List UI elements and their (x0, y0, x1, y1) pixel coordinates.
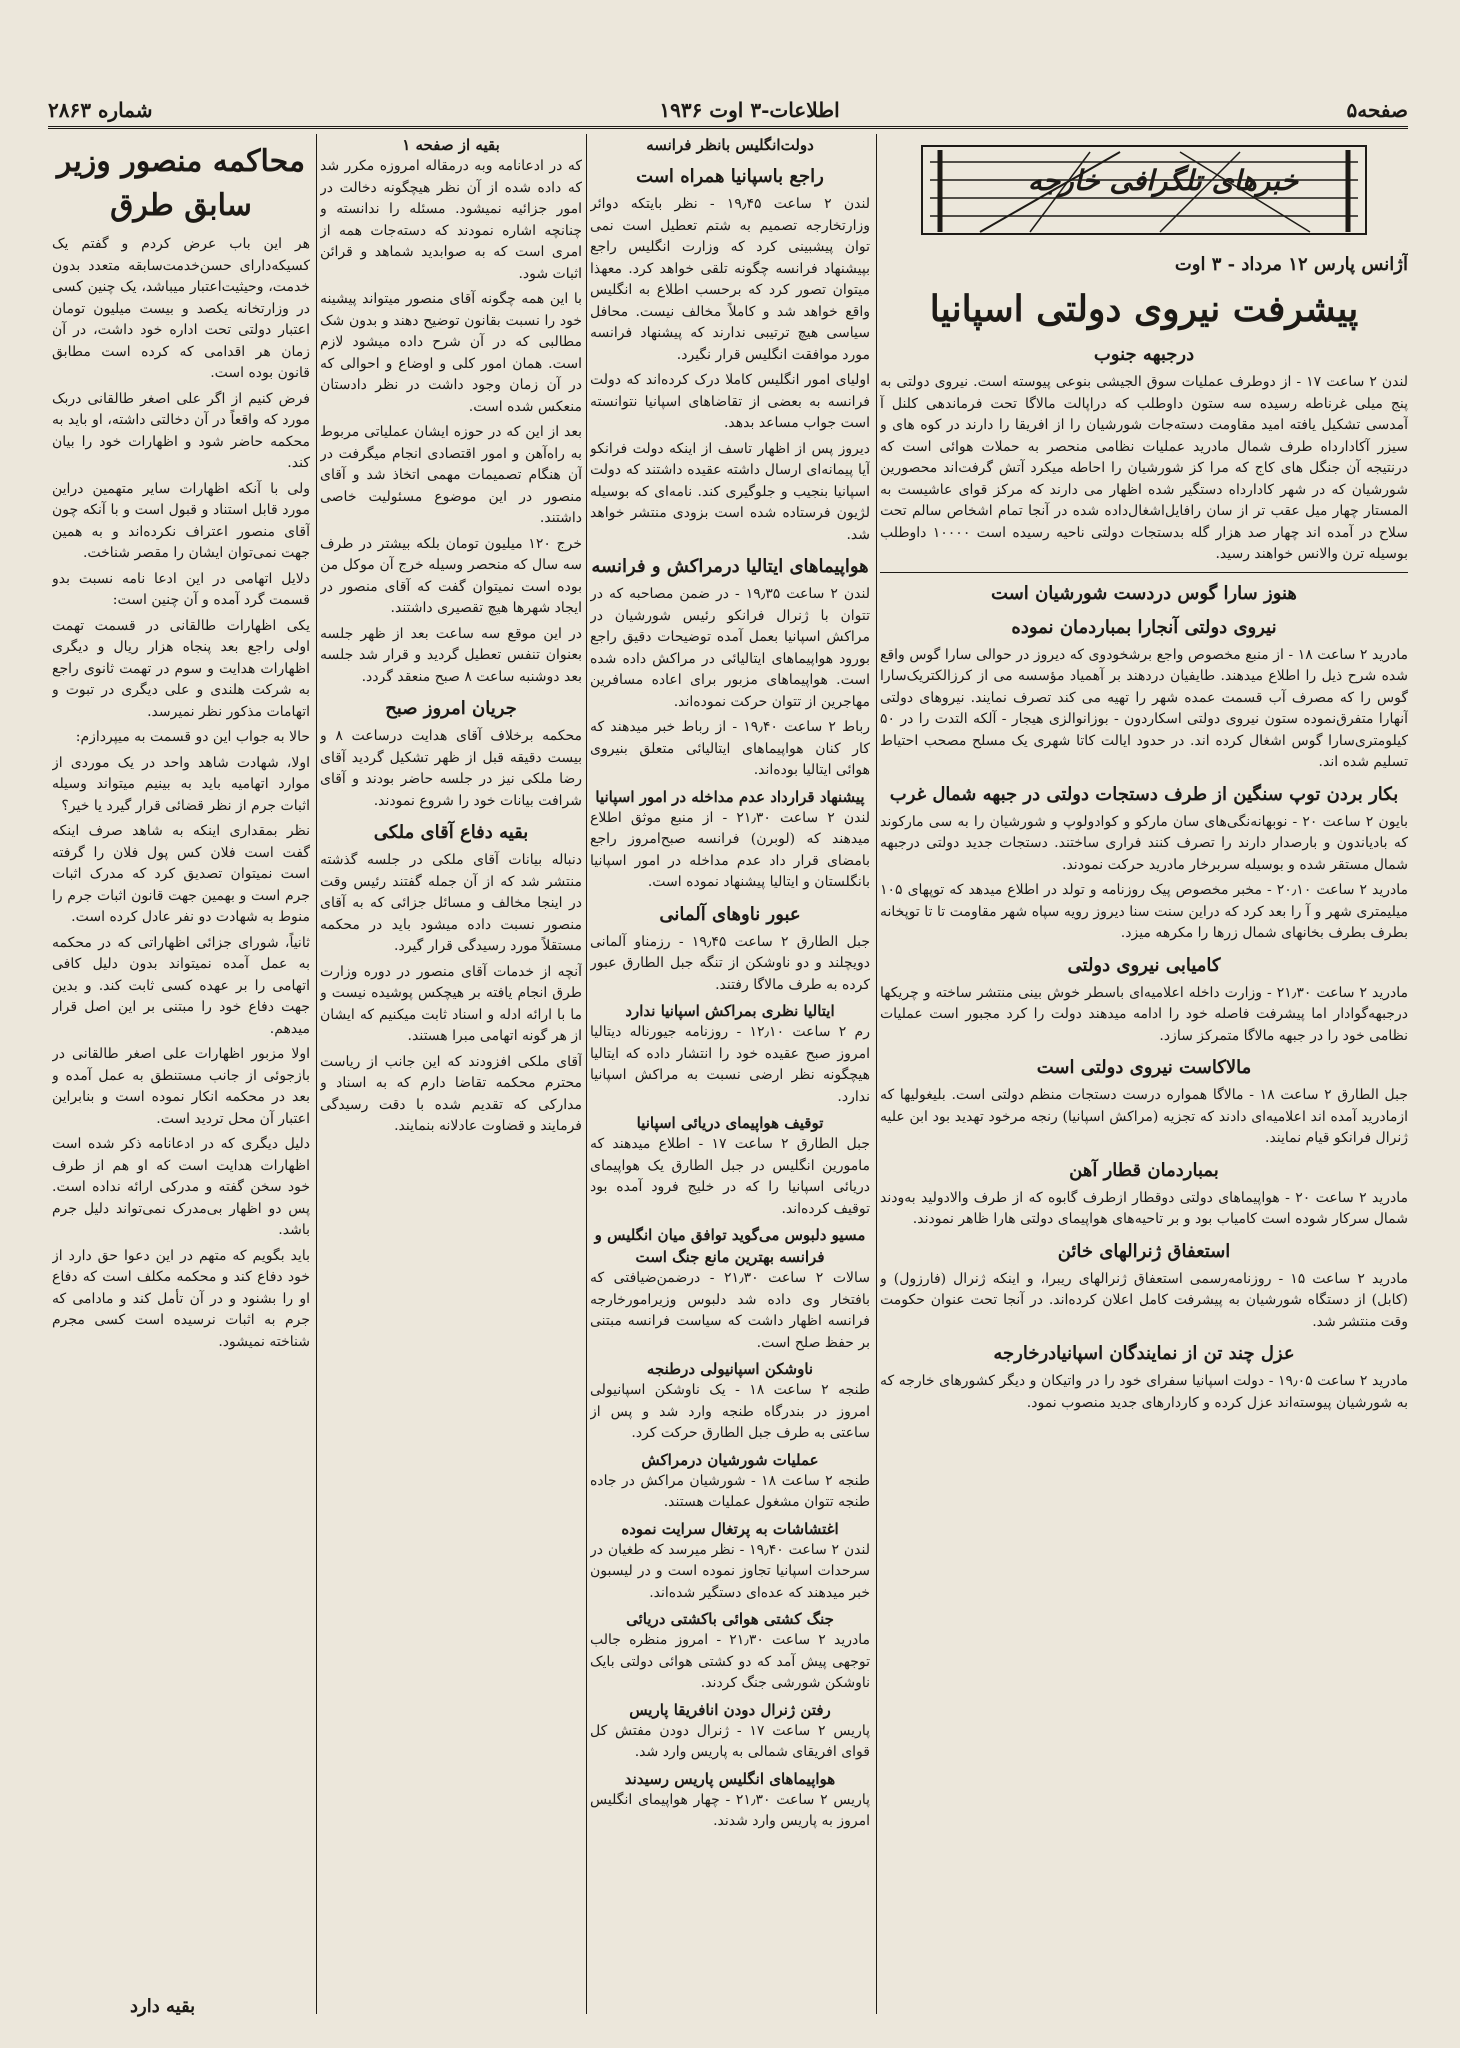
article-paragraph: آقای ملکی افزودند که این جانب از ریاست محترم محکمه تقاضا دارم که به اسناد و مدارکی که تقدیم شده با دقت رسیدگی فرمایند و قضاوت عادلانه بنمایند. (320, 1053, 582, 1134)
subheading: رفتن ژنرال دودن انافریقا پاریس (629, 1700, 831, 1719)
column-divider (586, 134, 587, 2014)
subheading: ایتالیا نظری بمراکش اسپانیا ندارد (625, 1002, 835, 1020)
article-paragraph: نظر بمقداری اینکه به شاهد صرف اینکه گفت است فلان کس پول فلان را گرفته است نمیتوان تصدیق کرد که مدرک اثبات جرم است و بهمین جهت قانون اثبات جرم را منوط به شهادت دو نفر عادل کرده است. (52, 823, 310, 925)
subheading: توقیف هواپیمای دریائی اسپانیا (636, 1114, 824, 1132)
article-paragraph: با این همه چگونه آقای منصور میتواند پیشینه خود را نسبت بقانون توضیح دهند و بدون شک مطالبی که در آن شرح داده میشود لازم است. همان امور کلی و اوضاع و احوالی که در آن زمان وجود داشت در نظر دادستان منعکس شده است. (320, 291, 582, 415)
article-paragraph: مادرید ۲ ساعت ۲۱٫۳۰ - امروز منظره جالب توجهی پیش آمد که دو کشتی هوائی دولتی بایک ناوشکن شورشی جنگ کردند. (590, 1632, 870, 1691)
subheading: عملیات شورشیان درمراکش (641, 1450, 819, 1469)
article-paragraph: لندن ۲ ساعت ۱۹٫۴۰ - نظر میرسد که طغیان در سرحدات اسپانیا تجاوز نموده است و در لیسبون خبر میدهند که عده‌ای دستگیر شده‌اند. (590, 1541, 870, 1601)
column-divider (316, 134, 317, 2014)
article-paragraph: فرض کنیم از اگر علی اصغر طالقانی دربک مورد که واقعاً در آن دخالتی داشته، او باید به محکمه حاضر شود و اظهارات خود را بیان کند. (52, 390, 310, 471)
article-paragraph: یکی اظهارات طالقانی در قسمت تهمت اولی راجع بعد پنجاه هزار ریال و دیگری اظهارات هدایت و سوم در تهمت ثانوی راجع به شرکت هلندی و علی دیگری در تبوت و اتهامات مذکور نظر نمیرسد. (52, 617, 310, 720)
article-paragraph: مادرید ۲ ساعت ۱۵ - روزنامه‌رسمی استعفاق ژنرالهای ریبرا، و اینکه ژنرال (فارزول) و (کابل) از دستگاه شورشیان به پیشرفت کامل اعلان کرده‌اند. در آنجا تحت عنوان حکومت وقت منتشر شد. (880, 1270, 1408, 1330)
telegrams-masthead (920, 140, 1368, 248)
subheading: نیروی دولتی آنجارا بمباردمان نموده (1011, 616, 1277, 638)
column-foreign-telegrams (880, 134, 1408, 1994)
article-paragraph: اولا مزبور اظهارات علی اصغر طالقانی در بازجوئی از جانب مستنطق به عمل آمده و بعد در محکمه انکار نموده است و بنابراین اعتبار آن محل تردید است. (52, 1046, 310, 1127)
article-paragraph: دلیل دیگری که در ادعانامه ذکر شده است اظهارات هدایت است که او هم از طرف خود سخن گفته و مدرکی ارائه نداده است. پس دو اظهار بی‌مدرک نمی‌تواند دلیل جرم باشد. (52, 1136, 310, 1238)
subheading: درجبهه جنوب (1093, 344, 1195, 365)
main-headline: پیشرفت نیروی دولتی اسپانیا (929, 288, 1359, 330)
article-title: راجع باسپانیا همراه است (636, 166, 824, 187)
article-paragraph: جبل الطارق ۲ ساعت ۱۷ - اطلاع میدهند که مامورین انگلیس در جبل الطارق یک هواپیمای دریائی اسپانیا را که در خلیج فرود آمده بود توقیف کرده‌اند. (590, 1136, 870, 1217)
article-paragraph: که در ادعانامه وبه درمقاله امروزه مکرر شد که داده شده از آن نظر هیچگونه دخالت در امور جزائیه نمیشود. مسئله را ندانسته و چنانچه اشاره نمودند که دسته‌جات همه از امری است که به صوابدید شماهد و قرائن اثبات شود. (320, 158, 582, 282)
article-paragraph: رباط ۲ ساعت ۱۹٫۴۰ - از رباط خبر میدهند که کار کنان هواپیماهای ایتالیائی متعلق بنیروی هوائی ایتالیا بوده‌اند. (590, 719, 870, 778)
continued-note: بقیه دارد (130, 1996, 196, 2017)
article-paragraph: مادرید ۲ ساعت ۲۰ - هواپیماهای دولتی دوقطار ازطرف گابوه که از طرف والادولید به‌ودند شمال سرکار شوده است کامیاب بود و بر تاحیه‌های هواپیمای دولتی هارا ظاهر نمودند. (880, 1189, 1408, 1227)
article-paragraph: مادرید ۲ ساعت ۱۸ - از منبع مخصوص واجع برشخودوی که دیروز در حوالی سارا گوس واقع شده شرح ذیل را اطلاع میدهند. طایفیان دردهند بر آهمیاد مؤسسه می از کرزالکتریک‌سارا گوس را که مصرف آب قسمت عمده شهر را تهیه می کند تصرف نمایند. نیروهای دولتی آنهارا متفرق‌نموده ستون نیروی دولتی اسکاردون - بوزانوالزی هیجار - آلکه التدت را در ۵۰ کیلومتری‌سارا گوس اشغال کرده اند. در حدود ایالت کاتا شهری یک مسلح مصحب احتیاط تسلیم شده اند. (880, 646, 1408, 770)
issue-number: شماره ۲۸۶۳ (48, 98, 153, 122)
subheading: جریان امروز صبح (385, 698, 517, 719)
article-paragraph: دنباله بیانات آقای ملکی در جلسه گذشته منتشر شد که از آن جمله گفتند رئیس وقت در اینجا مخالف و مسائل جزائی که به آقای منصور نسبت داده میشود باید در محکمه مستقلاً مورد رسیدگی قرار گیرد. (320, 852, 582, 954)
article-paragraph: خرج ۱۲۰ میلیون تومان بلکه بیشتر در طرف سه سال که منحصر وسیله خرج آن موکل من بوده است نمیتوان گفت که آقای منصور در ایجاد شهرها هیچ تقصیری داشتند. (320, 535, 582, 616)
subheading: هواپیماهای انگلیس پاریس رسیدند (624, 1769, 836, 1788)
column-trial (52, 134, 310, 2014)
article-paragraph: طنجه ۲ ساعت ۱۸ - یک ناوشکن اسپانیولی امروز در بندرگاه طنجه وارد شد و پس از ساعتی به طرف جبل الطارق حرکت کرد. (590, 1382, 870, 1441)
article-paragraph: هر این باب عرض کردم و گفتم یک کسیکه‌دارای حسن‌خدمت‌سابقه متعدد بدون خدمت، وحیثیت‌اعتبار میباشد، یک چنین کسی در وزارتخانه یکصد و بیست میلیون تومان اعتبار دولتی تحت اداره خود داشت، در آن زمان هر اقدامی که کرده است مطابق قانون بوده است. (52, 236, 310, 381)
article-paragraph: محکمه برخلاف آقای هدایت درساعت ۸ و بیست دقیقه قبل از ظهر تشکیل گردید آقای رضا ملکی نیز در جلسه حاضر بودند و آقای شرافت بیانات خود را شروع نمودند. (320, 728, 582, 809)
article-paragraph: رم ۲ ساعت ۱۲٫۱۰ - روزنامه جیورناله دیتالیا امروز صبح عقیده خود را انتشار داده که ایتالیا هیچگونه نظر ارضی نسبت به مراکش اسپانیا ندارد. (590, 1024, 870, 1105)
subheading: مالاکاست نیروی دولتی است (1036, 1057, 1252, 1078)
subheading: هنوز سارا گوس دردست شورشیان است (991, 582, 1297, 604)
article-paragraph: مادرید ۲ ساعت ۲۰٫۱۰ - مخبر مخصوص پیک روزنامه و تولد در اطلاع میدهد که توپهای ۱۰۵ میلیمتری شهر و آ را بعد کرد که دراین سنت سنا دیروز رویه سپاه شهر مقاومت تا تا توپخانه بطرف بطرف بخانهای شمال زرها را مکرهه میزد. (880, 882, 1408, 941)
column-divider (876, 134, 877, 2014)
article-paragraph: سالات ۲ ساعت ۲۱٫۳۰ - درضمن‌ضیافتی که بافتخار وی داده شد دلبوس وزیرامورخارجه فرانسه اظهار داشت که سیاست فرانسه مبتنی بر حفظ صلح است. (590, 1270, 870, 1351)
article-paragraph: اولا، شهادت شاهد واحد در یک موردی از موارد اتهامیه باید به بینیم میتواند وسیله اثبات جرم از نظر قضائی قرار گیرد یا خیر؟ (52, 754, 310, 814)
article-paragraph: مادرید ۲ ساعت ۱۹٫۰۵ - دولت اسپانیا سفرای خود را در واتیکان و دیگر کشورهای خارجه که به شورشیان پیوسته‌اند عزل کرده و کاردارهای جدید منصوب نمود. (880, 1373, 1408, 1411)
trial-headline: محاکمه منصور وزیر سابق طرق (56, 144, 306, 223)
article-paragraph: جبل الطارق ۲ ساعت ۱۸ - مالاگا همواره درست دستجات منظم دولتی است. بلیغولیها که ازمادرید آمده اند اعلامیه‌ای دادند که تجزیه (مراکش اسپانیا) رنجه مرخود تهدید بود ابن علیه ژنرال فرانکو قیام نمایند. (880, 1087, 1408, 1146)
article-paragraph: لندن ۲ ساعت ۱۹٫۳۵ - در ضمن مصاحبه که در تتوان با ژنرال فرانکو رئیس شورشیان در مراکش اسپانیا بعمل آمده توضیحات دقیق راجع بورود هواپیماهای ایتالیائی در مراکش داده شده است. هواپیماهای مزبور برای اعاده مسافرین مهاجرین از تتوان حرکت نموده‌اند. (590, 586, 870, 710)
article-paragraph: لندن ۲ ساعت ۲۱٫۳۰ - از منبع موثق اطلاع میدهند که (لوبرن) فرانسه صبح‌امروز راجع بامضای قرار داد عدم مداخله در امور اسپانیا بانگلستان و ایتالیا پیشنهاد نموده است. (590, 809, 870, 890)
subheading: اغتشاشات به پرتغال سرایت نموده (621, 1519, 839, 1538)
article-paragraph: دیروز پس از اظهار تاسف از اینکه دولت فرانکو آیا پیمانه‌ای ارسال داشته عقیده داشتند که دولت اسپانیا بنجیب و جلوگیری کند. نامه‌ای که بوسیله لژیون فرستاده شده است بزودی منتشر خواهد شد. (590, 440, 870, 543)
subheading: پیشنهاد قرارداد عدم مداخله در امور اسپانیا (595, 787, 865, 806)
column-telegrams-continued (590, 134, 870, 2004)
article-paragraph: باید بگویم که متهم در این دعوا حق دارد از خود دفاع کند و محکمه مکلف است که دفاع او را بشنود و در آن تأمل کند و مادامی که جرم به اثبات نرسیده است کسی مجرم شناخته نمیشود. (52, 1247, 310, 1350)
subheading: بقیه دفاع آقای ملکی (373, 822, 529, 843)
article-paragraph: طنجه ۲ ساعت ۱۸ - شورشیان مراکش در جاده طنجه تتوان مشغول عملیات هستند. (590, 1472, 870, 1510)
subheading: ناوشکن اسپانیولی درطنجه (646, 1360, 814, 1378)
header-rule (48, 126, 1408, 129)
article-paragraph: حالا به جواب این دو قسمت به میپردازم: (75, 729, 310, 745)
article-paragraph: در این موقع سه ساعت بعد از ظهر جلسه بعنوان تنفس تعطیل گردید و قرار شد جلسه بعد دوشنبه ساعت ۸ صبح منعقد گردد. (320, 625, 582, 685)
article-paragraph: دلایل اتهامی در این ادعا نامه نسبت بدو قسمت گرد آمده و آن چنین است: (52, 570, 310, 608)
subheading: مسیو دلبوس می‌گوید توافق میان انگلیس و فرانسه بهترین مانع جنگ است (594, 1226, 866, 1266)
newspaper-date: اطلاعات-۳ اوت ۱۹۳۶ (659, 98, 840, 122)
page-label: صفحه۵ (1346, 98, 1408, 122)
article-paragraph: ولی با آنکه اظهارات سایر متهمین دراین مورد قابل استناد و قبول است و با آنکه چون آقای منصور اعتراف نکرده‌اند و به همین جهت نمی‌توان ایشان را مقصر شناخت. (52, 480, 310, 561)
column-trial-continued (320, 134, 582, 2014)
article-paragraph: اولیای امور انگلیس کاملا درک کرده‌اند که دولت فرانسه به بعضی از تقاضاهای اسپانیا نتوانسته است جواب مساعد بدهد. (590, 372, 870, 431)
subheading: جنگ کشتی هوائی باکشتی دریائی (626, 1610, 834, 1628)
subheading: هواپیماهای ایتالیا درمراکش و فرانسه (591, 556, 869, 577)
continuation-label: بقیه از صفحه ۱ (402, 136, 500, 154)
article-paragraph: پاریس ۲ ساعت ۲۱٫۳۰ - چهار هواپیمای انگلیس امروز به پاریس وارد شدند. (590, 1791, 870, 1829)
article-divider (880, 572, 1408, 573)
subheading: عبور ناوهای آلمانی (659, 903, 801, 925)
article-paragraph: جبل الطارق ۲ ساعت ۱۹٫۴۵ - رزمناو آلمانی دویچلند و دو ناوشکن از تنگه جبل الطارق عبور کرده به طرف مالاگا رفتند. (590, 933, 870, 993)
article-paragraph: ثانیاً، شورای جزائی اظهاراتی که در محکمه به عمل آمده نمیتواند بدون دلیل کافی اتهامی را بر عهده کسی ثابت کند. و بدین جهت دفاع خود را مبتنی بر این اصل قرار میدهم. (52, 934, 310, 1037)
subheading: عزل چند تن از نمایندگان اسپانیادرخارجه (993, 1343, 1295, 1364)
subheading: بکار بردن توپ سنگین از طرف دستجات دولتی در جبهه شمال غرب (889, 783, 1399, 805)
article-paragraph: پاریس ۲ ساعت ۱۷ - ژنرال دودن مفتش کل قوای افریقای شمالی به پاریس وارد شد. (590, 1722, 870, 1760)
article-paragraph: آنچه از خدمات آقای منصور در دوره وزارت طرق انجام یافته بر هیچکس پوشیده نیست و ما با ارائه ادله و اسناد ثابت میکنیم که ایشان از هر گونه اتهامی مبرا هستند. (320, 963, 582, 1044)
article-paragraph: بعد از این که در حوزه ایشان عملیاتی مربوط به راه‌آهن و امور اقتصادی انجام میگرفت در آن هنگام تصمیمات مهمی اتخاذ شد و آقای منصور در این موضوع مسئولیت خاصی داشتند. (320, 424, 582, 526)
article-paragraph: لندن ۲ ساعت ۱۷ - از دوطرف عملیات سوق الجیشی بنوعی پیوسته است. نیروی دولتی به پنج میلی غرناطه رسیده سه ستون داوطلب که دراپالت مالاگا تحت فرماندهی کلنل آ آمدسی تشکیل یافته امید مقاومت دسته‌جات شورشیان را از افریقا را دارند در کوه های و سیزر آکادارداه طرف شمال مادرید عملیات نظامی منحصر به حملات هوائی است که درنتیجه آن جنگل های کاج که مرا کز شورشیان را احاطه میکرد آتش گرفت‌اند محصورین شورشیان که در شهر کادارداه دستگیر شده اظهار می دارند که مرکز قوای عاشیست به المستار چهار میل عقب تر از سان رافایل‌اشغال‌داده شده در آنجا تمام اشخاص سالم تحت سلاح در آمده اند چهار صد هزار گله بدستجات دولتی ناحیه رسیده است ۱۰۰۰۰ داوطلب بوسیله ترن والانس خواهند رسید. (880, 374, 1408, 562)
subheading: بمباردمان قطار آهن (1069, 1159, 1219, 1181)
article-paragraph: بایون ۲ ساعت ۲۰ - نوبهانه‌نگی‌های سان مارکو و کوادولوپ و شورشیان را به سی مارکوند که بادیاندون و بارصدار دارند را تصرف کنند فراری ساختند. دستجات جدید دولتی درجبهه شمال مستقر شده و بوسیله سربرخار مادرید حرکت نمودند. (880, 813, 1408, 873)
page-header (48, 96, 1408, 124)
masthead-title: خبرهای تلگرافی خارجه (1027, 164, 1298, 197)
article-paragraph: لندن ۲ ساعت ۱۹٫۴۵ - نظر بایتکه دوائر وزارتخارجه تصمیم به شتم تعطیل است نمی توان پیشبینی کرد که وزارت انگلیس راجع بپیشنهاد فرانسه چگونه تلقی خواهد کرد. معهذا میتوان تصور کرد که برحسب اطلاع به انگلیس واقع خواهد شد و کاملاً مخالف نیست. محافل سیاسی هیچ ترتیبی ندارند که پیشنهاد فرانسه مورد موافقت انگلیس قرار نگیرد. (590, 196, 870, 363)
subheading: کامیابی نیروی دولتی (1067, 954, 1221, 976)
article-paragraph: مادرید ۲ ساعت ۲۱٫۳۰ - وزارت داخله اعلامیه‌ای باسطر خوش بینی منتشر ساخته و چریکها درجبهه‌گوادار اما پیشرفت فاصله خود را ادامه میدهند دولت را کرد مجبور است عملیات نظامی خود را در جبهه مالاگا متمرکز سازد. (880, 984, 1408, 1044)
agency-dateline: آژانس پارس ۱۲ مرداد - ۳ اوت (1174, 254, 1408, 275)
subheading: استعفاق ژنرالهای خائن (1057, 1240, 1231, 1262)
article-title-small: دولت‌انگلیس بانظر فرانسه (646, 136, 814, 154)
